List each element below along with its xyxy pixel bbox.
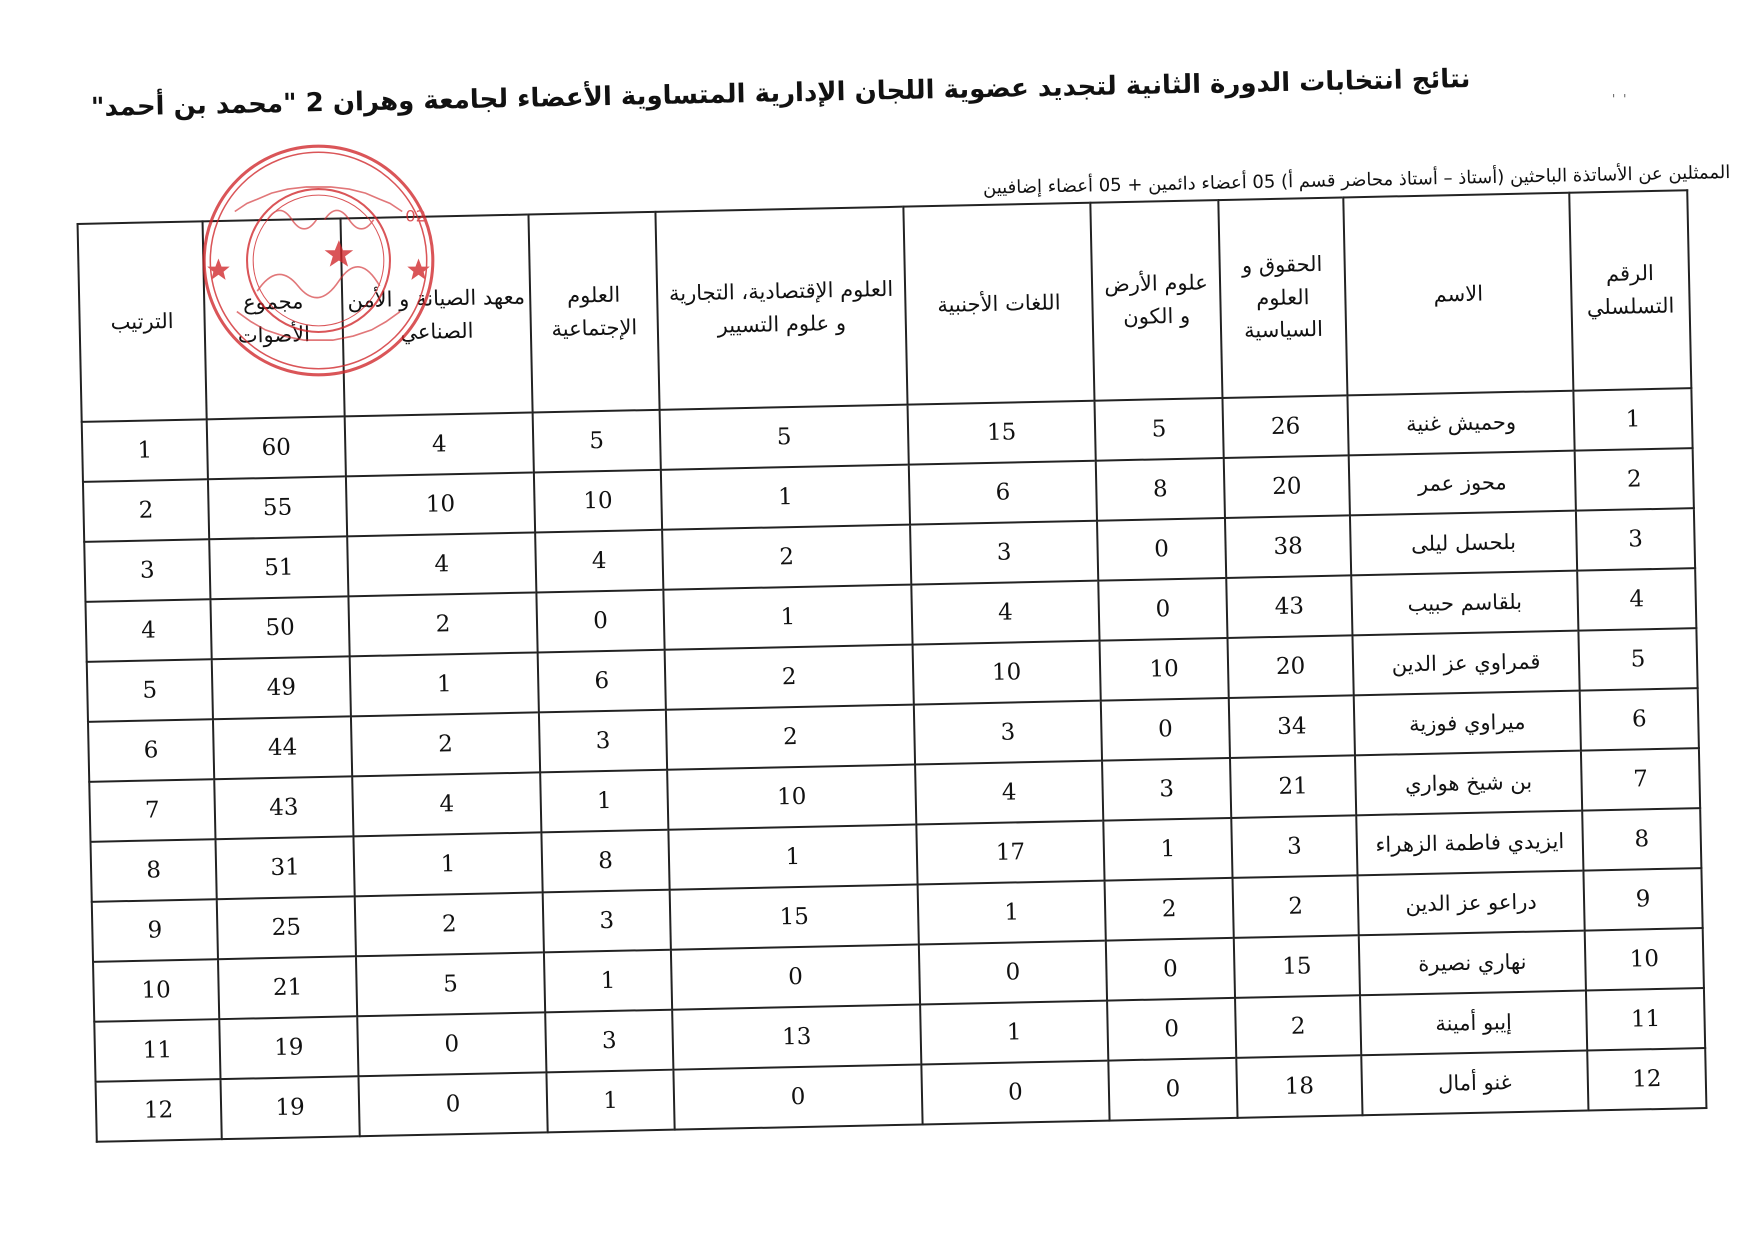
cell-institute: 4 — [347, 532, 536, 596]
cell-earth: 3 — [1102, 758, 1231, 821]
cell-economics: 13 — [672, 1004, 921, 1069]
document-title: نتائج انتخابات الدورة الثانية لتجديد عضوية اللجان الإدارية المتساوية الأعضاء لجامعة وهران 2 "محمد بن أحمد" — [90, 64, 1471, 123]
cell-total: 19 — [221, 1076, 360, 1139]
header-earth: علوم الأرض و الكون — [1090, 200, 1222, 401]
cell-economics: 5 — [660, 405, 909, 470]
cell-social: 3 — [539, 710, 667, 773]
header-law: الحقوق و العلوم السياسية — [1218, 197, 1347, 398]
cell-serial: 7 — [1581, 748, 1700, 810]
stamp-number: 02 — [405, 206, 427, 226]
cell-rank: 1 — [82, 419, 208, 482]
cell-institute: 0 — [357, 1012, 546, 1076]
cell-name: محوز عمر — [1349, 451, 1576, 516]
cell-rank: 2 — [83, 479, 209, 542]
results-body — [82, 388, 1707, 1142]
cell-rank: 11 — [94, 1019, 220, 1082]
cell-social: 0 — [536, 590, 664, 653]
header-serial: الرقم التسلسلي — [1569, 190, 1691, 390]
cell-name: بلحسل ليلى — [1350, 511, 1577, 576]
cell-institute: 0 — [358, 1072, 547, 1136]
cell-social: 1 — [540, 770, 668, 833]
cell-institute: 2 — [355, 892, 544, 956]
cell-serial: 2 — [1575, 448, 1694, 510]
cell-total: 60 — [207, 416, 346, 479]
cell-social: 3 — [545, 1010, 673, 1073]
cell-name: ميراوي فوزية — [1354, 691, 1581, 756]
cell-law: 2 — [1235, 995, 1361, 1058]
cell-economics: 2 — [666, 705, 915, 770]
cell-economics: 1 — [668, 825, 917, 890]
cell-name: قمراوي عز الدين — [1352, 631, 1579, 696]
cell-law: 26 — [1222, 395, 1348, 458]
header-rank: الترتيب — [78, 221, 207, 422]
cell-social: 10 — [534, 470, 662, 533]
cell-rank: 7 — [89, 779, 215, 842]
cell-total: 19 — [219, 1016, 358, 1079]
cell-languages: 4 — [915, 761, 1103, 825]
cell-law: 15 — [1234, 935, 1360, 998]
cell-earth: 0 — [1107, 998, 1236, 1061]
cell-economics: 0 — [673, 1064, 922, 1129]
cell-languages: 0 — [921, 1061, 1109, 1125]
cell-languages: 15 — [908, 401, 1096, 465]
cell-economics: 1 — [661, 465, 910, 530]
cell-total: 51 — [209, 536, 348, 599]
cell-name: إيبو أمينة — [1360, 991, 1587, 1056]
cell-earth: 0 — [1098, 578, 1227, 641]
page-mark: ' ' — [1612, 92, 1629, 106]
cell-languages: 10 — [913, 641, 1101, 705]
cell-earth: 1 — [1103, 818, 1232, 881]
cell-name: بلقاسم حبيب — [1351, 571, 1578, 636]
cell-law: 43 — [1226, 575, 1352, 638]
cell-law: 18 — [1236, 1055, 1362, 1118]
cell-serial: 8 — [1582, 808, 1701, 870]
cell-social: 1 — [544, 950, 672, 1013]
header-economics: العلوم الإقتصادية، التجارية و علوم التسيير — [655, 207, 907, 410]
cell-rank: 8 — [91, 839, 217, 902]
header-name: الاسم — [1343, 193, 1573, 396]
cell-total: 43 — [214, 776, 353, 839]
cell-rank: 12 — [96, 1079, 222, 1142]
cell-serial: 1 — [1573, 388, 1692, 450]
cell-law: 3 — [1231, 815, 1357, 878]
cell-rank: 4 — [85, 599, 211, 662]
cell-social: 5 — [533, 410, 661, 473]
cell-earth: 10 — [1100, 638, 1229, 701]
cell-name: ايزيدي فاطمة الزهراء — [1356, 811, 1583, 876]
cell-institute: 4 — [352, 772, 541, 836]
cell-institute: 5 — [356, 952, 545, 1016]
cell-earth: 2 — [1105, 878, 1234, 941]
cell-institute: 2 — [348, 592, 537, 656]
document-subtitle: الممثلين عن الأساتذة الباحثين (أستاذ – أستاذ محاضر قسم أ) 05 أعضاء دائمين + 05 أعضاء إضافيين — [982, 162, 1731, 199]
cell-earth: 0 — [1101, 698, 1230, 761]
cell-institute: 2 — [351, 712, 540, 776]
cell-law: 34 — [1229, 695, 1355, 758]
cell-languages: 1 — [920, 1001, 1108, 1065]
cell-law: 20 — [1224, 455, 1350, 518]
cell-institute: 10 — [346, 472, 535, 536]
cell-serial: 4 — [1577, 568, 1696, 630]
cell-law: 21 — [1230, 755, 1356, 818]
cell-economics: 0 — [671, 944, 920, 1009]
cell-economics: 10 — [667, 765, 916, 830]
cell-languages: 1 — [918, 881, 1106, 945]
cell-languages: 6 — [909, 461, 1097, 525]
cell-total: 25 — [217, 896, 356, 959]
cell-total: 49 — [212, 656, 351, 719]
cell-economics: 2 — [665, 645, 914, 710]
cell-law: 2 — [1233, 875, 1359, 938]
cell-earth: 0 — [1097, 518, 1226, 581]
cell-languages: 4 — [911, 581, 1099, 645]
cell-social: 3 — [543, 890, 671, 953]
cell-serial: 12 — [1587, 1048, 1706, 1110]
cell-languages: 3 — [910, 521, 1098, 585]
cell-total: 31 — [215, 836, 354, 899]
cell-serial: 3 — [1576, 508, 1695, 570]
cell-rank: 10 — [93, 959, 219, 1022]
cell-total: 50 — [210, 596, 349, 659]
cell-total: 44 — [213, 716, 352, 779]
header-social: العلوم الإجتماعية — [528, 212, 659, 413]
cell-institute: 1 — [353, 832, 542, 896]
cell-serial: 11 — [1586, 988, 1705, 1050]
cell-earth: 0 — [1106, 938, 1235, 1001]
cell-social: 6 — [538, 650, 666, 713]
cell-languages: 0 — [919, 941, 1107, 1005]
cell-name: دراعو عز الدين — [1357, 871, 1584, 936]
cell-institute: 1 — [350, 652, 539, 716]
cell-languages: 3 — [914, 701, 1102, 765]
cell-economics: 1 — [663, 585, 912, 650]
cell-social: 1 — [546, 1070, 674, 1133]
cell-economics: 15 — [670, 885, 919, 950]
cell-rank: 5 — [87, 659, 213, 722]
cell-total: 55 — [208, 476, 347, 539]
cell-institute: 4 — [345, 412, 534, 476]
cell-law: 38 — [1225, 515, 1351, 578]
cell-law: 20 — [1227, 635, 1353, 698]
cell-serial: 5 — [1578, 628, 1697, 690]
cell-languages: 17 — [916, 821, 1104, 885]
cell-rank: 3 — [84, 539, 210, 602]
official-stamp — [196, 138, 441, 383]
cell-name: بن شيخ هواري — [1355, 751, 1582, 816]
header-languages: اللغات الأجنبية — [903, 203, 1094, 405]
cell-serial: 10 — [1585, 928, 1704, 990]
cell-social: 4 — [535, 530, 663, 593]
cell-social: 8 — [541, 830, 669, 893]
cell-economics: 2 — [662, 525, 911, 590]
header-institute: معهد الصيانة و الأمن الصناعي — [341, 215, 533, 417]
cell-total: 21 — [218, 956, 357, 1019]
cell-earth: 0 — [1108, 1058, 1237, 1121]
cell-earth: 8 — [1096, 458, 1225, 521]
header-total: مجموع الأصوات — [203, 218, 345, 419]
cell-name: غنو أمال — [1361, 1051, 1588, 1116]
cell-earth: 5 — [1094, 398, 1223, 461]
cell-serial: 9 — [1583, 868, 1702, 930]
cell-name: وحميش غنية — [1347, 391, 1574, 456]
cell-serial: 6 — [1580, 688, 1699, 750]
cell-rank: 6 — [88, 719, 214, 782]
cell-rank: 9 — [92, 899, 218, 962]
cell-name: نهاري نصيرة — [1359, 931, 1586, 996]
